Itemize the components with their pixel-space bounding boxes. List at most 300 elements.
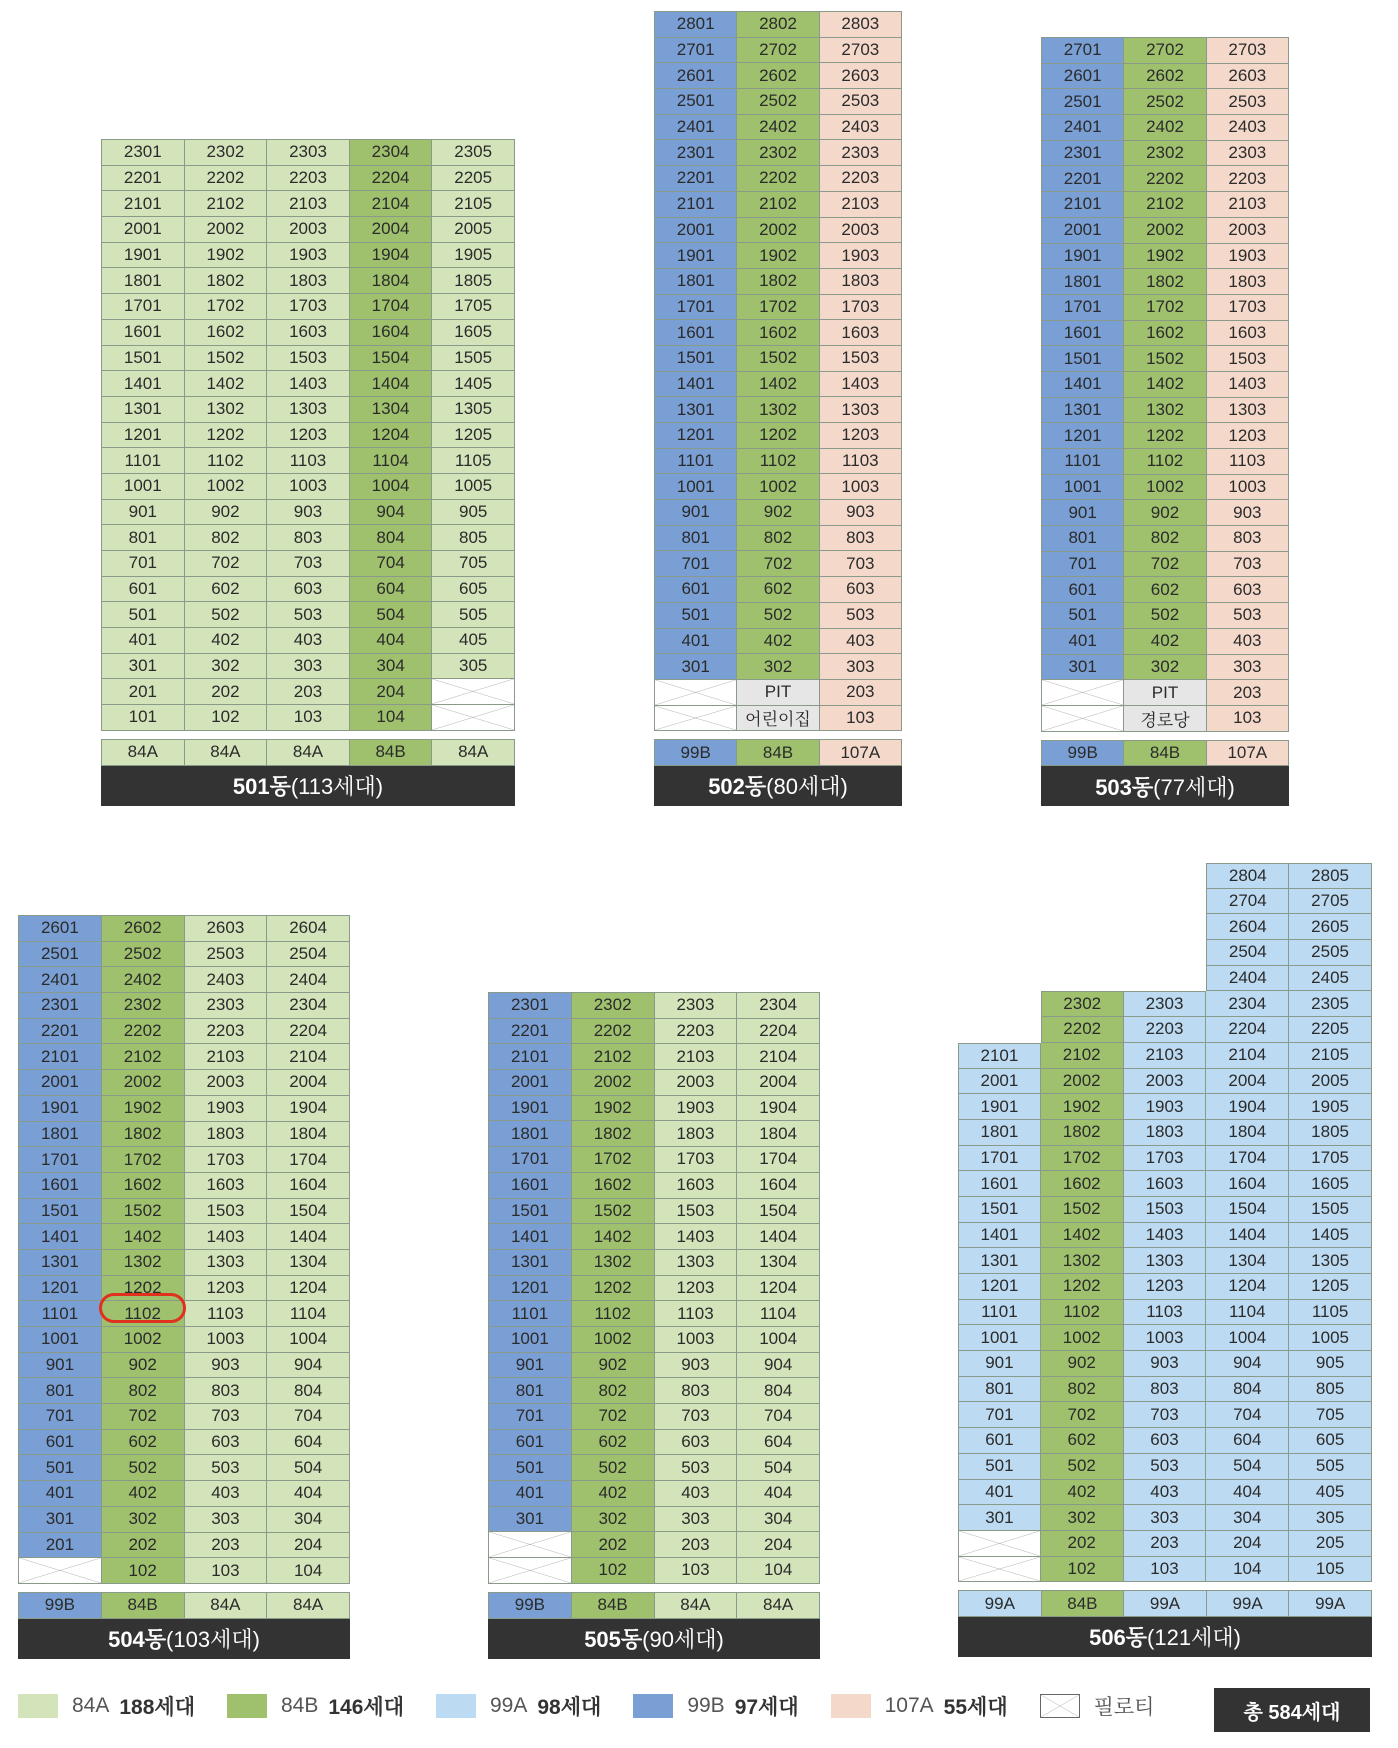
unit-cell-1502: 1502 [1041, 1197, 1124, 1223]
unit-type-label: 84B [737, 740, 819, 766]
unit-cell-1302: 1302 [1041, 1248, 1124, 1274]
unit-cell-2202: 2202 [572, 1019, 655, 1045]
unit-cell-902: 902 [1124, 500, 1206, 526]
unit-cell-803: 803 [655, 1378, 738, 1404]
unit-cell-1601: 1601 [102, 320, 185, 346]
unit-cell-1402: 1402 [1041, 1223, 1124, 1249]
legend-count: 188세대 [119, 1696, 195, 1719]
unit-cell-1901: 1901 [19, 1096, 102, 1122]
unit-cell-1901: 1901 [655, 243, 737, 269]
unit-cell-1501: 1501 [489, 1199, 572, 1225]
unit-cell-2002: 2002 [737, 218, 819, 244]
legend-count: 146세대 [328, 1696, 404, 1719]
unit-cell-1401: 1401 [489, 1224, 572, 1250]
unit-cell-403: 403 [267, 628, 350, 654]
unit-cell-2602: 2602 [737, 63, 819, 89]
unit-cell-502: 502 [737, 603, 819, 629]
unit-cell-2701: 2701 [655, 38, 737, 64]
unit-cell-2004: 2004 [267, 1070, 350, 1096]
unit-cell-2304: 2304 [737, 993, 820, 1019]
unit-cell-1701: 1701 [655, 295, 737, 321]
unit-cell-1802: 1802 [1041, 1120, 1124, 1146]
unit-cell-1303: 1303 [185, 1250, 268, 1276]
unit-cell-1601: 1601 [655, 320, 737, 346]
unit-cell-2102: 2102 [102, 1044, 185, 1070]
unit-type-label: 99B [1042, 741, 1124, 767]
unit-cell-1805: 1805 [432, 268, 515, 294]
unit-cell-603: 603 [1207, 577, 1289, 603]
legend-type-label: 84B [281, 1694, 319, 1717]
piloti-cell [489, 1532, 572, 1558]
unit-cell-104: 104 [350, 705, 433, 731]
unit-cell-1104: 1104 [267, 1301, 350, 1327]
unit-cell-1205: 1205 [432, 423, 515, 449]
unit-cell-203: 203 [185, 1533, 268, 1559]
unit-cell-103: 103 [820, 706, 902, 732]
unit-cell-2005: 2005 [1289, 1069, 1372, 1095]
unit-cell-1805: 1805 [1289, 1120, 1372, 1146]
unit-cell-601: 601 [489, 1430, 572, 1456]
unit-cell-1902: 1902 [1124, 244, 1206, 270]
unit-cell-1101: 1101 [102, 448, 185, 474]
legend [18, 1688, 1186, 1724]
unit-cell-103: 103 [1124, 1557, 1207, 1583]
unit-cell-1401: 1401 [655, 372, 737, 398]
unit-cell-2102: 2102 [572, 1044, 655, 1070]
building-504 [18, 915, 350, 1659]
unit-cell-1301: 1301 [19, 1250, 102, 1276]
unit-cell-2202: 2202 [1041, 1017, 1124, 1043]
unit-cell-1604: 1604 [267, 1173, 350, 1199]
unit-cell-2505: 2505 [1289, 940, 1372, 966]
empty-slot [1124, 914, 1207, 940]
unit-cell-602: 602 [1124, 577, 1206, 603]
unit-cell-601: 601 [102, 577, 185, 603]
unit-cell-203: 203 [1124, 1531, 1207, 1557]
unit-cell-1204: 1204 [737, 1276, 820, 1302]
unit-cell-103: 103 [185, 1558, 268, 1584]
unit-cell-2504: 2504 [1206, 940, 1289, 966]
unit-cell-802: 802 [185, 525, 268, 551]
unit-cell-405: 405 [1289, 1480, 1372, 1506]
unit-cell-603: 603 [267, 577, 350, 603]
unit-cell-603: 603 [185, 1430, 268, 1456]
unit-cell-203: 203 [820, 680, 902, 706]
unit-cell-2501: 2501 [655, 89, 737, 115]
unit-cell-201: 201 [19, 1533, 102, 1559]
unit-cell-2703: 2703 [820, 38, 902, 64]
unit-type-row [958, 1590, 1372, 1617]
unit-cell-2305: 2305 [1289, 991, 1372, 1017]
unit-cell-1003: 1003 [820, 474, 902, 500]
unit-cell-1303: 1303 [655, 1250, 738, 1276]
empty-slot [1041, 966, 1124, 992]
unit-cell-1504: 1504 [267, 1199, 350, 1225]
unit-cell-1203: 1203 [655, 1276, 738, 1302]
unit-cell-204: 204 [267, 1533, 350, 1559]
unit-cell-2101: 2101 [489, 1044, 572, 1070]
piloti-cell [655, 706, 737, 732]
unit-cell-1303: 1303 [1207, 398, 1289, 424]
building-501 [101, 139, 515, 806]
unit-cell-102: 102 [1041, 1557, 1124, 1583]
unit-cell-1004: 1004 [267, 1327, 350, 1353]
unit-cell-1004: 1004 [737, 1327, 820, 1353]
unit-cell-1603: 1603 [185, 1173, 268, 1199]
unit-cell-1702: 1702 [185, 294, 268, 320]
unit-cell-2203: 2203 [185, 1019, 268, 1045]
unit-cell-2303: 2303 [655, 993, 738, 1019]
unit-cell-503: 503 [267, 602, 350, 628]
unit-cell-1303: 1303 [267, 397, 350, 423]
unit-cell-304: 304 [737, 1507, 820, 1533]
unit-cell-1603: 1603 [655, 1173, 738, 1199]
unit-cell-902: 902 [185, 500, 268, 526]
unit-cell-2201: 2201 [19, 1019, 102, 1045]
unit-cell-2402: 2402 [737, 115, 819, 141]
unit-cell-1203: 1203 [185, 1276, 268, 1302]
unit-cell-501: 501 [489, 1455, 572, 1481]
building-name-label: 505동 (90세대) [488, 1619, 820, 1659]
unit-cell-2103: 2103 [820, 192, 902, 218]
unit-cell-1201: 1201 [1042, 423, 1124, 449]
unit-type-row [1041, 740, 1289, 767]
unit-cell-2204: 2204 [1206, 1017, 1289, 1043]
unit-cell-2601: 2601 [19, 916, 102, 942]
unit-cell-801: 801 [102, 525, 185, 551]
unit-cell-1902: 1902 [737, 243, 819, 269]
unit-cell-901: 901 [958, 1351, 1041, 1377]
unit-cell-1505: 1505 [1289, 1197, 1372, 1223]
unit-cell-2103: 2103 [1207, 192, 1289, 218]
legend-count: 98세대 [537, 1696, 602, 1719]
unit-cell-2403: 2403 [1207, 115, 1289, 141]
unit-cell-902: 902 [102, 1353, 185, 1379]
unit-cell-1302: 1302 [102, 1250, 185, 1276]
unit-cell-101: 101 [102, 705, 185, 731]
unit-cell-703: 703 [185, 1404, 268, 1430]
unit-type-label: 99B [655, 740, 737, 766]
unit-type-label: 84A [655, 1593, 738, 1619]
unit-cell-602: 602 [1041, 1428, 1124, 1454]
unit-cell-1201: 1201 [489, 1276, 572, 1302]
unit-cell-504: 504 [737, 1455, 820, 1481]
unit-cell-604: 604 [1206, 1428, 1289, 1454]
unit-cell-504: 504 [1206, 1454, 1289, 1480]
unit-cell-2402: 2402 [102, 967, 185, 993]
unit-cell-1904: 1904 [1206, 1094, 1289, 1120]
unit-cell-1701: 1701 [489, 1147, 572, 1173]
unit-cell-1302: 1302 [572, 1250, 655, 1276]
unit-cell-1801: 1801 [102, 268, 185, 294]
empty-slot [1041, 863, 1124, 889]
unit-cell-1503: 1503 [1124, 1197, 1207, 1223]
unit-cell-902: 902 [737, 500, 819, 526]
unit-cell-601: 601 [958, 1428, 1041, 1454]
unit-cell-1001: 1001 [102, 474, 185, 500]
unit-cell-1103: 1103 [185, 1301, 268, 1327]
unit-cell-804: 804 [350, 525, 433, 551]
unit-cell-1202: 1202 [572, 1276, 655, 1302]
unit-cell-501: 501 [655, 603, 737, 629]
unit-cell-1201: 1201 [958, 1274, 1041, 1300]
unit-cell-1001: 1001 [1042, 475, 1124, 501]
unit-cell-1101: 1101 [489, 1301, 572, 1327]
unit-cell-503: 503 [185, 1455, 268, 1481]
unit-cell-1804: 1804 [350, 268, 433, 294]
unit-cell-1001: 1001 [489, 1327, 572, 1353]
unit-cell-2001: 2001 [655, 218, 737, 244]
empty-slot [1124, 940, 1207, 966]
unit-cell-1501: 1501 [655, 346, 737, 372]
unit-cell-705: 705 [432, 551, 515, 577]
unit-cell-1005: 1005 [1289, 1325, 1372, 1351]
unit-cell-903: 903 [1207, 500, 1289, 526]
unit-cell-1801: 1801 [1042, 269, 1124, 295]
legend-count: 55세대 [943, 1696, 1008, 1719]
unit-cell-603: 603 [1124, 1428, 1207, 1454]
unit-cell-1003: 1003 [185, 1327, 268, 1353]
unit-cell-805: 805 [1289, 1377, 1372, 1403]
unit-cell-2102: 2102 [1041, 1043, 1124, 1069]
unit-cell-1403: 1403 [267, 371, 350, 397]
unit-cell-1202: 1202 [737, 423, 819, 449]
unit-cell-1005: 1005 [432, 474, 515, 500]
unit-cell-1701: 1701 [102, 294, 185, 320]
unit-cell-203: 203 [267, 679, 350, 705]
unit-cell-1702: 1702 [737, 295, 819, 321]
unit-cell-1405: 1405 [1289, 1223, 1372, 1249]
unit-cell-1305: 1305 [432, 397, 515, 423]
unit-cell-1403: 1403 [1207, 372, 1289, 398]
unit-cell-1201: 1201 [19, 1276, 102, 1302]
unit-cell-1103: 1103 [820, 449, 902, 475]
unit-cell-1401: 1401 [19, 1224, 102, 1250]
unit-cell-2304: 2304 [350, 140, 433, 166]
unit-cell-2203: 2203 [655, 1019, 738, 1045]
unit-cell-1401: 1401 [102, 371, 185, 397]
unit-cell-403: 403 [655, 1481, 738, 1507]
unit-cell-2304: 2304 [1206, 991, 1289, 1017]
unit-cell-2104: 2104 [350, 191, 433, 217]
unit-type-label: 99A [1207, 1591, 1290, 1617]
unit-type-label: 84B [1042, 1591, 1125, 1617]
legend-item-107a [831, 1691, 1008, 1721]
unit-cell-2302: 2302 [572, 993, 655, 1019]
unit-cell-1103: 1103 [1207, 449, 1289, 475]
unit-cell-804: 804 [267, 1378, 350, 1404]
empty-slot [1041, 914, 1124, 940]
unit-cell-1002: 1002 [1041, 1325, 1124, 1351]
unit-cell-301: 301 [489, 1507, 572, 1533]
unit-cell-603: 603 [655, 1430, 738, 1456]
unit-cell-303: 303 [267, 654, 350, 680]
legend-swatch [436, 1694, 476, 1718]
building-name-label: 503동 (77세대) [1041, 766, 1289, 806]
unit-cell-2101: 2101 [655, 192, 737, 218]
unit-cell-1105: 1105 [432, 448, 515, 474]
empty-slot [1124, 863, 1207, 889]
unit-cell-1503: 1503 [655, 1199, 738, 1225]
unit-cell-505: 505 [432, 602, 515, 628]
unit-cell-103: 103 [267, 705, 350, 731]
unit-grid [654, 11, 902, 731]
unit-cell-702: 702 [737, 551, 819, 577]
unit-cell-2001: 2001 [19, 1070, 102, 1096]
unit-type-label: 99A [1289, 1591, 1372, 1617]
unit-cell-1801: 1801 [655, 269, 737, 295]
unit-cell-1702: 1702 [572, 1147, 655, 1173]
unit-cell-802: 802 [572, 1378, 655, 1404]
unit-cell-2201: 2201 [102, 166, 185, 192]
unit-cell-2002: 2002 [185, 217, 268, 243]
unit-cell-1702: 1702 [1124, 295, 1206, 321]
unit-type-label: 84A [185, 740, 268, 766]
unit-cell-2501: 2501 [1042, 89, 1124, 115]
unit-type-label: 84A [267, 1593, 350, 1619]
unit-type-label: 84B [572, 1593, 655, 1619]
unit-cell-1803: 1803 [820, 269, 902, 295]
unit-cell-1803: 1803 [1124, 1120, 1207, 1146]
unit-cell-1704: 1704 [350, 294, 433, 320]
unit-cell-704: 704 [350, 551, 433, 577]
unit-cell-2003: 2003 [267, 217, 350, 243]
unit-cell-1304: 1304 [350, 397, 433, 423]
unit-cell-2203: 2203 [1124, 1017, 1207, 1043]
unit-cell-503: 503 [655, 1455, 738, 1481]
unit-cell-1901: 1901 [1042, 244, 1124, 270]
unit-cell-501: 501 [19, 1455, 102, 1481]
unit-type-row [488, 1592, 820, 1619]
unit-cell-1705: 1705 [432, 294, 515, 320]
unit-cell-2104: 2104 [267, 1044, 350, 1070]
unit-cell-903: 903 [655, 1353, 738, 1379]
unit-type-label: 84A [185, 1593, 268, 1619]
unit-cell-903: 903 [185, 1353, 268, 1379]
unit-cell-202: 202 [185, 679, 268, 705]
unit-cell-2503: 2503 [820, 89, 902, 115]
unit-cell-1103: 1103 [655, 1301, 738, 1327]
unit-cell-402: 402 [572, 1481, 655, 1507]
unit-cell-2403: 2403 [820, 115, 902, 141]
unit-type-label: 99B [19, 1593, 102, 1619]
unit-cell-1102: 1102 [1041, 1300, 1124, 1326]
unit-cell-1204: 1204 [1206, 1274, 1289, 1300]
unit-cell-2204: 2204 [267, 1019, 350, 1045]
piloti-cell [655, 680, 737, 706]
unit-cell-1804: 1804 [1206, 1120, 1289, 1146]
unit-cell-905: 905 [1289, 1351, 1372, 1377]
unit-cell-1803: 1803 [267, 268, 350, 294]
unit-cell-2002: 2002 [102, 1070, 185, 1096]
unit-cell-1104: 1104 [1206, 1300, 1289, 1326]
unit-cell-1705: 1705 [1289, 1146, 1372, 1172]
unit-cell-301: 301 [958, 1505, 1041, 1531]
unit-cell-901: 901 [655, 500, 737, 526]
unit-cell-904: 904 [350, 500, 433, 526]
unit-cell-2202: 2202 [102, 1019, 185, 1045]
unit-cell-2502: 2502 [102, 942, 185, 968]
unit-cell-1601: 1601 [1042, 321, 1124, 347]
unit-cell-2004: 2004 [350, 217, 433, 243]
unit-cell-803: 803 [185, 1378, 268, 1404]
unit-cell-1104: 1104 [737, 1301, 820, 1327]
unit-cell-904: 904 [737, 1353, 820, 1379]
unit-cell-1704: 1704 [267, 1147, 350, 1173]
unit-cell-1802: 1802 [1124, 269, 1206, 295]
unit-cell-1601: 1601 [489, 1173, 572, 1199]
unit-cell-1301: 1301 [489, 1250, 572, 1276]
unit-cell-1504: 1504 [350, 346, 433, 372]
unit-cell-1904: 1904 [267, 1096, 350, 1122]
unit-cell-1104: 1104 [350, 448, 433, 474]
legend-item-99a [436, 1691, 601, 1721]
unit-cell-2302: 2302 [737, 140, 819, 166]
unit-cell-1402: 1402 [1124, 372, 1206, 398]
unit-cell-2003: 2003 [655, 1070, 738, 1096]
unit-cell-701: 701 [102, 551, 185, 577]
unit-cell-402: 402 [1124, 629, 1206, 655]
unit-cell-1905: 1905 [432, 243, 515, 269]
building-505 [488, 992, 820, 1659]
unit-cell-2003: 2003 [1207, 218, 1289, 244]
unit-cell-2805: 2805 [1289, 863, 1372, 889]
piloti-icon [1040, 1694, 1080, 1718]
unit-cell-1605: 1605 [1289, 1171, 1372, 1197]
unit-cell-302: 302 [737, 654, 819, 680]
empty-slot [958, 966, 1041, 992]
unit-cell-1901: 1901 [489, 1096, 572, 1122]
unit-cell-1704: 1704 [1206, 1146, 1289, 1172]
unit-cell-1101: 1101 [1042, 449, 1124, 475]
unit-cell-305: 305 [432, 654, 515, 680]
legend-swatch [831, 1694, 871, 1718]
unit-cell-1802: 1802 [737, 269, 819, 295]
unit-cell-203: 203 [1207, 680, 1289, 706]
unit-cell-501: 501 [1042, 603, 1124, 629]
unit-cell-2702: 2702 [737, 38, 819, 64]
unit-cell-1201: 1201 [655, 423, 737, 449]
unit-cell-202: 202 [102, 1533, 185, 1559]
unit-cell-1903: 1903 [267, 243, 350, 269]
unit-cell-801: 801 [655, 526, 737, 552]
unit-cell-2005: 2005 [432, 217, 515, 243]
empty-slot [1041, 889, 1124, 915]
unit-cell-104: 104 [1206, 1557, 1289, 1583]
unit-cell-1301: 1301 [958, 1248, 1041, 1274]
unit-cell-1301: 1301 [655, 397, 737, 423]
unit-cell-404: 404 [737, 1481, 820, 1507]
unit-cell-204: 204 [737, 1532, 820, 1558]
unit-cell-1004: 1004 [1206, 1325, 1289, 1351]
unit-type-row [654, 739, 902, 766]
unit-cell-2401: 2401 [19, 967, 102, 993]
building-name-label: 504동 (103세대) [18, 1619, 350, 1659]
unit-cell-1202: 1202 [185, 423, 268, 449]
unit-cell-803: 803 [820, 526, 902, 552]
unit-cell-401: 401 [19, 1481, 102, 1507]
unit-cell-1502: 1502 [102, 1199, 185, 1225]
unit-cell-1602: 1602 [737, 320, 819, 346]
legend-count: 97세대 [734, 1696, 799, 1719]
unit-cell-202: 202 [572, 1532, 655, 1558]
unit-cell-2403: 2403 [185, 967, 268, 993]
total-households-badge: 총 584세대 [1214, 1688, 1370, 1732]
unit-type-label: 84A [737, 1593, 820, 1619]
unit-cell-2301: 2301 [655, 140, 737, 166]
unit-cell-2303: 2303 [1124, 991, 1207, 1017]
unit-cell-504: 504 [267, 1455, 350, 1481]
